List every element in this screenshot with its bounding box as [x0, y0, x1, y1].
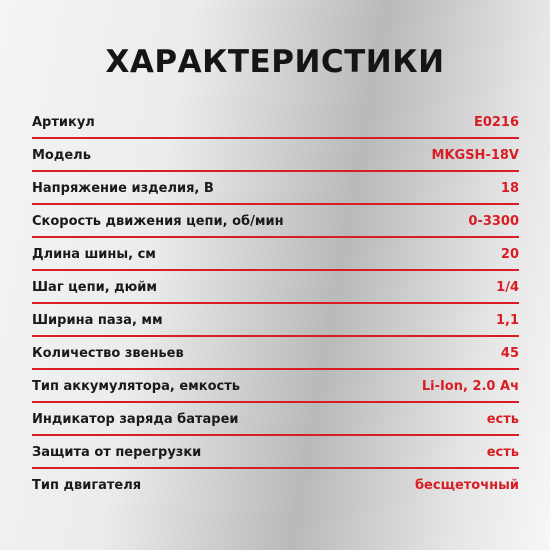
spec-value: 1,1 [495, 313, 519, 328]
spec-value: есть [486, 445, 519, 460]
spec-value: MKGSH-18V [431, 148, 519, 163]
spec-label: Индикатор заряда батареи [32, 412, 239, 427]
spec-row-motor-type [32, 469, 519, 502]
spec-value: E0216 [473, 115, 519, 130]
spec-value: 18 [500, 181, 519, 196]
spec-value: 0-3300 [468, 214, 519, 229]
spec-label: Артикул [32, 115, 95, 130]
spec-label: Защита от перегрузки [32, 445, 202, 460]
spec-row-chain-pitch [32, 271, 519, 304]
spec-label: Модель [32, 148, 91, 163]
spec-value: есть [486, 412, 519, 427]
spec-value: 20 [500, 247, 519, 262]
spec-label: Напряжение изделия, В [32, 181, 214, 196]
page-title: ХАРАКТЕРИСТИКИ [105, 44, 445, 80]
spec-label: Количество звеньев [32, 346, 184, 361]
spec-label: Длина шины, см [32, 247, 156, 262]
spec-value: 1/4 [496, 280, 519, 295]
spec-label: Скорость движения цепи, об/мин [32, 214, 284, 229]
spec-row-charge-indicator [32, 403, 519, 436]
spec-label: Тип аккумулятора, емкость [32, 379, 241, 394]
spec-row-model [32, 139, 519, 172]
spec-value: Li-Ion, 2.0 Ач [421, 379, 519, 394]
spec-row-voltage [32, 172, 519, 205]
spec-row-chain-speed [32, 205, 519, 238]
spec-value: бесщеточный [414, 478, 519, 493]
spec-value: 45 [500, 346, 519, 361]
spec-row-battery [32, 370, 519, 403]
spec-row-overload-protection [32, 436, 519, 469]
spec-row-article [32, 106, 519, 139]
spec-label: Тип двигателя [32, 478, 142, 493]
spec-row-groove-width [32, 304, 519, 337]
spec-label: Ширина паза, мм [32, 313, 163, 328]
spec-table [32, 106, 519, 502]
spec-row-link-count [32, 337, 519, 370]
spec-label: Шаг цепи, дюйм [32, 280, 158, 295]
spec-row-bar-length [32, 238, 519, 271]
